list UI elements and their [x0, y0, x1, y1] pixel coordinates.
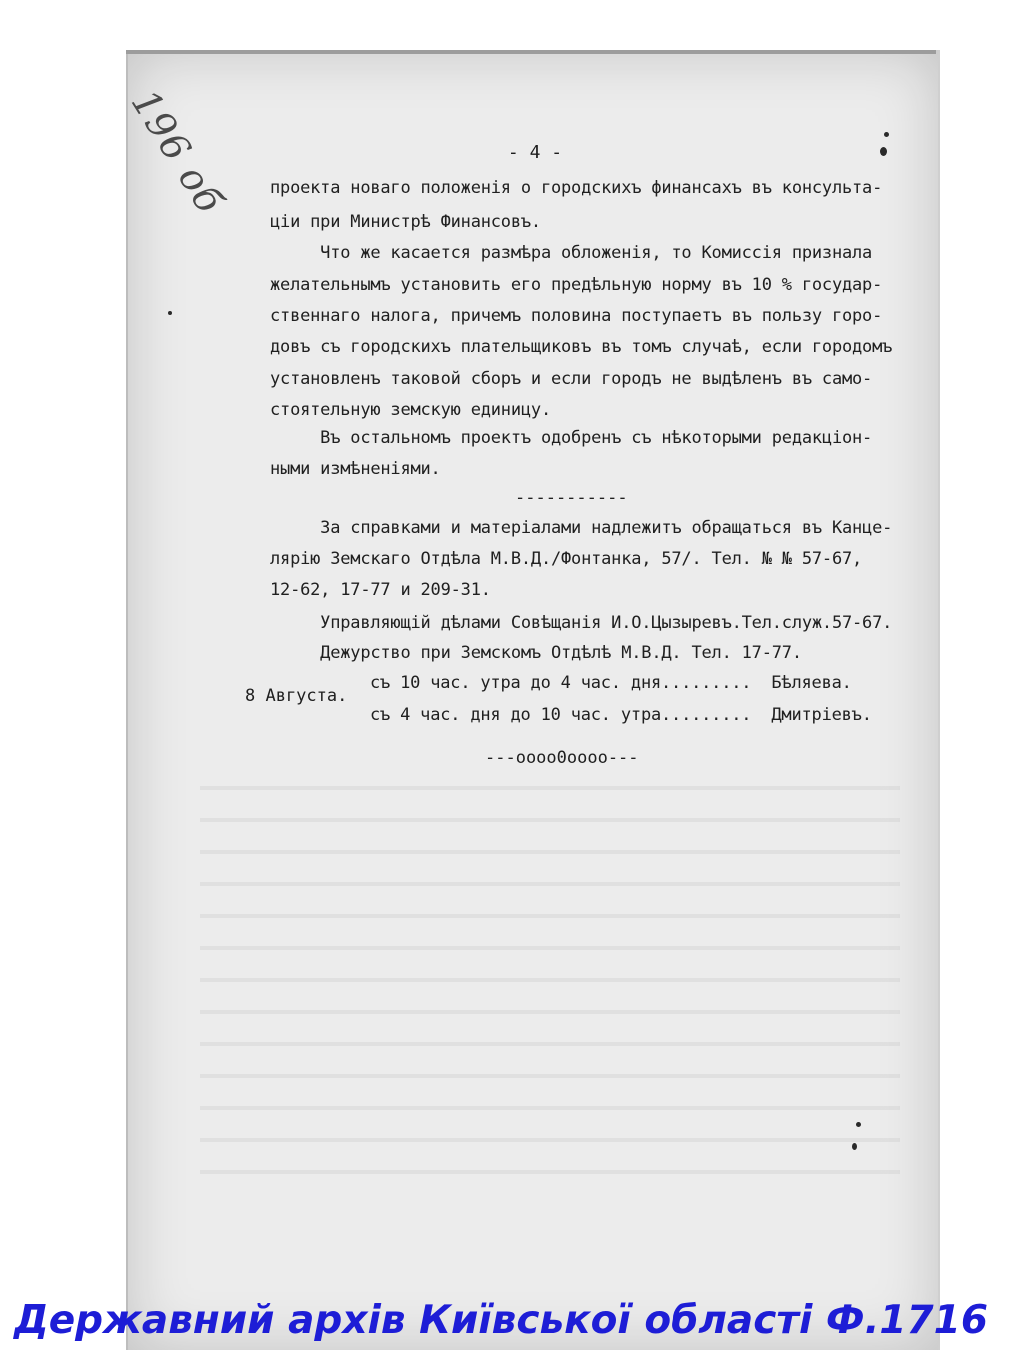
body-line: желательнымъ установить его предѣльную норму въ 10 % государ-	[270, 275, 883, 295]
paper-top-edge	[126, 50, 936, 54]
body-line: проекта новаго положенія о городскихъ финансахъ въ консульта-	[270, 178, 883, 198]
body-line: стоятельную земскую единицу.	[270, 400, 551, 420]
duty-line: съ 4 час. дня до 10 час. утра......... Дмитріевъ.	[370, 705, 872, 725]
body-line: ственнаго налога, причемъ половина поступаетъ въ пользу горо-	[270, 306, 883, 326]
body-line: довъ съ городскихъ плательщиковъ въ томъ случаѣ, если городомъ	[270, 337, 893, 357]
duty-date: 8 Августа.	[245, 686, 348, 706]
page-number: - 4 -	[507, 142, 563, 163]
body-line: ными измѣненіями.	[270, 459, 441, 479]
end-mark: ---oooo0oooo---	[485, 748, 639, 768]
body-line: Что же касается размѣра обложенія, то Комиссія признала	[270, 243, 873, 263]
body-line: установленъ таковой сборъ и если городъ не выдѣленъ въ само-	[270, 369, 873, 389]
contact-line: 12-62, 17-77 и 209-31.	[270, 580, 491, 600]
ink-speck	[884, 132, 889, 137]
duty-line: съ 10 час. утра до 4 час. дня......... Бѣляева.	[370, 673, 852, 693]
handwritten-folio-note: 196 об	[122, 82, 233, 222]
ink-speck	[880, 147, 887, 156]
contact-line: Дежурство при Земскомъ Отдѣлѣ М.В.Д. Тел. 17-77.	[270, 643, 802, 663]
ink-speck	[852, 1143, 857, 1150]
section-divider: -----------	[515, 488, 628, 508]
bleed-through-texture	[200, 770, 900, 1190]
body-line: Въ остальномъ проектъ одобренъ съ нѣкоторыми редакціон-	[270, 428, 873, 448]
ink-speck	[856, 1122, 861, 1127]
archive-watermark-label: Державний архів Київської області Ф.1716	[14, 1298, 988, 1343]
contact-line: Управляющій дѣлами Совѣщанія И.О.Цызыревъ.Тел.служ.57-67.	[270, 613, 893, 633]
body-line: ціи при Министрѣ Финансовъ.	[270, 212, 541, 232]
contact-line: За справками и матеріалами надлежитъ обращаться въ Канце-	[270, 518, 893, 538]
contact-line: лярію Земскаго Отдѣла М.В.Д./Фонтанка, 57/. Тел. № № 57-67,	[270, 549, 863, 569]
ink-speck	[168, 311, 172, 315]
